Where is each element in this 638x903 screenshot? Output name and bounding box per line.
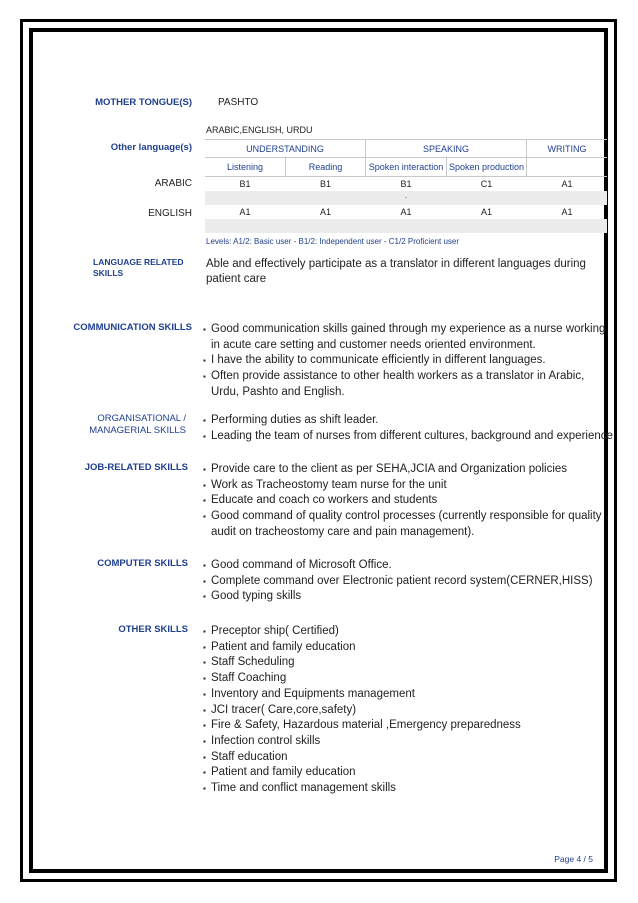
list-item: ▪ JCI tracer( Care,core,safety)	[203, 703, 521, 719]
english-spoken-production: A1	[480, 207, 492, 217]
list-item: ▪ Fire & Safety, Hazardous material ,Emergency preparedness	[203, 718, 521, 734]
arabic-spoken-production: C1	[480, 179, 493, 189]
list-item: ▪ Good command of quality control processes (currently responsible for quality audit on tracheostomy care and pain management).	[203, 509, 607, 540]
list-item: ▪ Patient and family education	[203, 640, 521, 656]
list-item: ▪ Educate and coach co workers and students	[203, 493, 607, 509]
communication-skills-list	[203, 322, 611, 401]
job-related-skills-label: JOB-RELATED SKILLS	[84, 462, 188, 473]
table-top-line	[205, 139, 607, 140]
list-item: ▪ Leading the team of nurses from different cultures, background and experience.	[203, 429, 616, 445]
arabic-spoken-interaction: B1	[400, 179, 412, 189]
other-languages-list: ARABIC,ENGLISH, URDU	[206, 125, 313, 135]
list-item: ▪ Complete command over Electronic patient record system(CERNER,HISS)	[203, 574, 593, 590]
header-writing: WRITING	[547, 144, 587, 154]
language-related-label: LANGUAGE RELATED SKILLS	[93, 257, 184, 278]
list-item: ▪ Time and conflict management skills	[203, 781, 521, 797]
english-writing: A1	[561, 207, 573, 217]
list-item: ▪ Good communication skills gained through my experience as a nurse working in acute care setting and customer needs oriented environment.	[203, 322, 611, 353]
language-row-english-name: ENGLISH	[148, 208, 192, 219]
other-skills-list	[203, 624, 521, 797]
arabic-writing: A1	[561, 179, 573, 189]
mother-tongue-label: MOTHER TONGUE(S)	[95, 97, 192, 108]
computer-skills-list	[203, 558, 593, 605]
other-languages-label: Other language(s)	[110, 142, 192, 153]
table-subheader-line	[205, 176, 607, 177]
header-understanding: UNDERSTANDING	[246, 144, 324, 154]
organisational-skills-label: ORGANISATIONAL / MANAGERIAL SKILLS	[89, 413, 186, 436]
list-item: ▪ Inventory and Equipments management	[203, 687, 521, 703]
organisational-skills-list	[203, 413, 616, 444]
list-item: ▪ I have the ability to communicate efficiently in different languages.	[203, 353, 611, 369]
job-related-skills-list	[203, 462, 607, 541]
subheader-reading: Reading	[308, 162, 343, 172]
other-skills-label: OTHER SKILLS	[118, 624, 188, 635]
list-item: ▪ Performing duties as shift leader.	[203, 413, 616, 429]
list-item: ▪ Patient and family education	[203, 765, 521, 781]
page-number: Page 4 / 5	[554, 854, 593, 864]
header-speaking: SPEAKING	[422, 144, 469, 154]
list-item: ▪ Provide care to the client as per SEHA,JCIA and Organization policies	[203, 462, 607, 478]
subheader-spoken-interaction: Spoken interaction	[368, 162, 444, 172]
levels-note: Levels: A1/2: Basic user - B1/2: Independent user - C1/2 Proficient user	[206, 237, 460, 246]
language-related-text: Able and effectively participate as a translator in different languages during patient care	[206, 258, 586, 285]
subheader-listening: Listening	[226, 162, 264, 172]
communication-skills-label: COMMUNICATION SKILLS	[73, 322, 192, 333]
english-reading: A1	[319, 207, 331, 217]
list-item: ▪ Often provide assistance to other health workers as a translator in Arabic, Urdu, Pashto and English.	[203, 369, 611, 400]
english-note-row	[205, 219, 607, 233]
list-item: ▪ Preceptor ship( Certified)	[203, 624, 521, 640]
language-row-arabic-name: ARABIC	[154, 178, 192, 189]
list-item: ▪ Good command of Microsoft Office.	[203, 558, 593, 574]
subheader-spoken-production: Spoken production	[448, 162, 525, 172]
english-spoken-interaction: A1	[400, 207, 412, 217]
mother-tongue-value: PASHTO	[218, 97, 259, 108]
computer-skills-label: COMPUTER SKILLS	[97, 558, 188, 569]
arabic-reading: B1	[319, 179, 331, 189]
list-item: ▪ Infection control skills	[203, 734, 521, 750]
list-item: ▪ Work as Tracheostomy team nurse for the unit	[203, 478, 607, 494]
list-item: ▪ Staff Coaching	[203, 671, 521, 687]
table-header-line	[205, 157, 607, 158]
list-item: ▪ Good typing skills	[203, 589, 593, 605]
arabic-listening: B1	[239, 179, 251, 189]
list-item: ▪ Staff Scheduling	[203, 655, 521, 671]
list-item: ▪ Staff education	[203, 750, 521, 766]
arabic-note: .	[404, 191, 408, 200]
english-listening: A1	[239, 207, 251, 217]
